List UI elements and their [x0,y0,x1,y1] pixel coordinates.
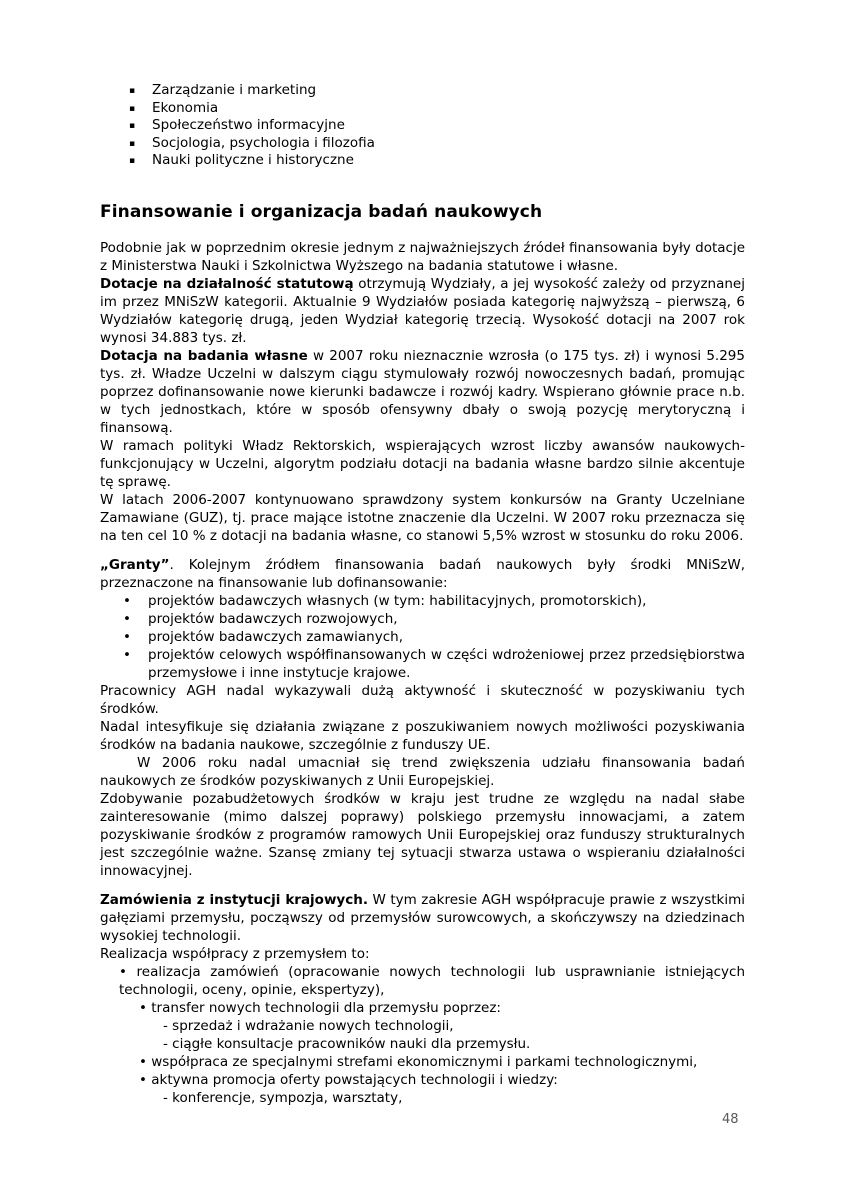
list-item-text: realizacja zamówień (opracowanie nowych technologii lub usprawnianie istniejących technologii, oceny, opinie, ekspertyzy), [119,963,745,998]
round-bullet-icon: • [123,610,131,627]
list-item-text: aktywna promocja oferty powstających technologii i wiedzy: [151,1071,558,1088]
paragraph-text: w 2007 roku nieznacznie wzrosła (o 175 tys. zł) i wynosi 5.295 tys. zł. Władze Uczelni w dalszym ciągu stymulowały rozwój nowoczesnych badań, promując poprzez dofinansowanie nowe kierunki badawcze i rozwój kadry. Wspierano głównie prace n.b. w tych jednostkach, które w sposób ofensywny dbały o swoją pozycję merytoryczną i finansową. [100,347,745,436]
list-item-text: Nauki polityczne i historyczne [152,152,354,168]
list-item [100,628,745,646]
sub-list-item [139,1017,745,1035]
paragraph-rector-policy: W ramach polityki Władz Rektorskich, wspierających wzrost liczby awansów naukowych- funkcjonujący w Uczelni, algorytm podziału dotacji na badania własne bardzo silnie akcentuje tę sprawę. [100,437,745,490]
bold-lead: Zamówienia z instytucji krajowych. [100,891,368,908]
list-item-text: projektów badawczych rozwojowych, [148,610,398,627]
round-bullet-icon: • [123,628,131,645]
paragraph-statutory-grants [100,275,745,347]
list-item [100,135,745,153]
list-item [100,592,745,610]
square-bullet-icon: ▪ [129,156,136,166]
list-item [100,152,745,170]
paragraph-guz-contests: W latach 2006-2007 kontynuowano sprawdzony system konkursów na Granty Uczelniane Zamawiane (GUZ), tj. prace mające istotne znaczenie dla Uczelni. W 2007 roku przeznacza się na ten cel 10 % z dotacji na badania własne, co stanowi 5,5% wzrost w stosunku do roku 2006. [100,491,745,544]
paragraph-own-research-grants [100,347,745,437]
list-item [100,999,745,1053]
list-item-text: Zarządzanie i marketing [152,82,317,98]
bold-lead: „Granty” [100,556,170,573]
round-bullet-icon: • [123,646,131,663]
round-bullet-icon: • [123,592,131,609]
list-item [100,1071,745,1107]
square-bullet-icon: ▪ [129,138,136,149]
research-fields-list [100,82,745,170]
list-item-text: Ekonomia [152,99,219,116]
dash-icon: - [163,1035,168,1052]
list-item [100,963,745,999]
list-item-text: transfer nowych technologii dla przemysłu poprzez: [151,999,501,1016]
sub-item-text: konferencje, sympozja, warsztaty, [172,1089,403,1106]
paragraph-text: W tym zakresie AGH współpracuje prawie z wszystkimi gałęziami przemysłu, począwszy od przemysłów surowcowych, a skończywszy na dziedzinach wysokiej technologii. [100,891,745,944]
sub-list-item [139,1035,745,1053]
round-bullet-icon: • [139,1071,147,1088]
square-bullet-icon: ▪ [129,121,136,131]
list-item [100,117,745,135]
bold-lead: Dotacja na badania własne [100,347,308,364]
list-item [100,100,745,118]
list-item [100,610,745,628]
list-item [100,646,745,682]
list-item-line [139,1071,745,1089]
sub-list-item [139,1089,745,1107]
list-item-text: projektów badawczych własnych (w tym: habilitacyjnych, promotorskich), [148,592,647,609]
cooperation-list [100,963,745,1107]
sub-item-text: sprzedaż i wdrażanie nowych technologii, [172,1017,454,1034]
paragraph-eu-trend: W 2006 roku nadal umacniał się trend zwiększenia udziału finansowania badań naukowych ze środków pozyskiwanych z Unii Europejskiej. [100,754,745,789]
round-bullet-icon: • [139,1053,147,1070]
paragraph-text: otrzymują Wydziały, a jej wysokość zależy od przyznanej im przez MNiSzW kategorii. Aktualnie 9 Wydziałów posiada kategorię najwyższą – pierwszą, 6 Wydziałów kategorię drugą, jeden Wydział kategorię trzecią. Wysokość dotacji na 2007 rok wynosi 34.883 tys. zł. [100,275,745,346]
page-number: 48 [722,1112,739,1127]
paragraph-extrabudgetary: Zdobywanie pozabudżetowych środków w kraju jest trudne ze względu na nadal słabe zainteresowanie (mimo dalszej poprawy) polskiego przemysłu innowacjami, a zatem pozyskiwanie środków z programów ramowych Unii Europejskiej oraz funduszy strukturalnych jest szczególnie ważne. Szansę zmiany tej sytuacji stwarza ustawa o wspieraniu działalności innowacyjnej. [100,790,745,879]
bold-lead: Dotacje na działalność statutową [100,275,354,292]
square-bullet-icon: ▪ [129,103,136,114]
list-item-line [139,999,745,1017]
section-title: Finansowanie i organizacja badań naukowych [100,201,543,222]
paragraph-agh-activity: Pracownicy AGH nadal wykazywali dużą aktywność i skuteczność w pozyskiwaniu tych środków. [100,682,745,717]
granty-bullet-list [100,592,745,682]
list-item [100,1053,745,1071]
paragraph-industry-cooperation: Realizacja współpracy z przemysłem to: [100,945,370,962]
list-item [100,82,745,100]
list-item-text: projektów celowych współfinansowanych w części wdrożeniowej przez przedsiębiorstwa przemysłowe i inne instytucje krajowe. [148,646,745,681]
list-item-text: Społeczeństwo informacyjne [152,117,345,133]
paragraph-text: . Kolejnym źródłem finansowania badań naukowych były środki MNiSzW, przeznaczone na finansowanie lub dofinansowanie: [100,556,745,591]
list-item-text: współpraca ze specjalnymi strefami ekonomicznymi i parkami technologicznymi, [151,1053,698,1070]
paragraph-funding-sources: Podobnie jak w poprzednim okresie jednym z najważniejszych źródeł finansowania były dotacje z Ministerstwa Nauki i Szkolnictwa Wyższego na badania statutowe i własne. [100,239,745,274]
paragraph-granty [100,556,745,592]
list-item-text: Socjologia, psychologia i filozofia [152,134,375,151]
dash-icon: - [163,1017,168,1034]
zamowienia-section [100,891,745,1107]
paragraph-domestic-orders [100,891,745,945]
paragraph-new-funding: Nadal intesyfikuje się działania związane z poszukiwaniem nowych możliwości pozyskiwania środków na badania naukowe, szczególnie z funduszy UE. [100,718,745,753]
round-bullet-icon: • [139,999,147,1016]
sub-item-text: ciągłe konsultacje pracowników nauki dla przemysłu. [172,1035,531,1052]
document-body [100,239,745,1107]
list-item-text: projektów badawczych zamawianych, [148,628,403,645]
dash-icon: - [163,1089,168,1106]
square-bullet-icon: ▪ [129,86,136,96]
round-bullet-icon: • [119,963,127,980]
granty-section [100,556,745,880]
